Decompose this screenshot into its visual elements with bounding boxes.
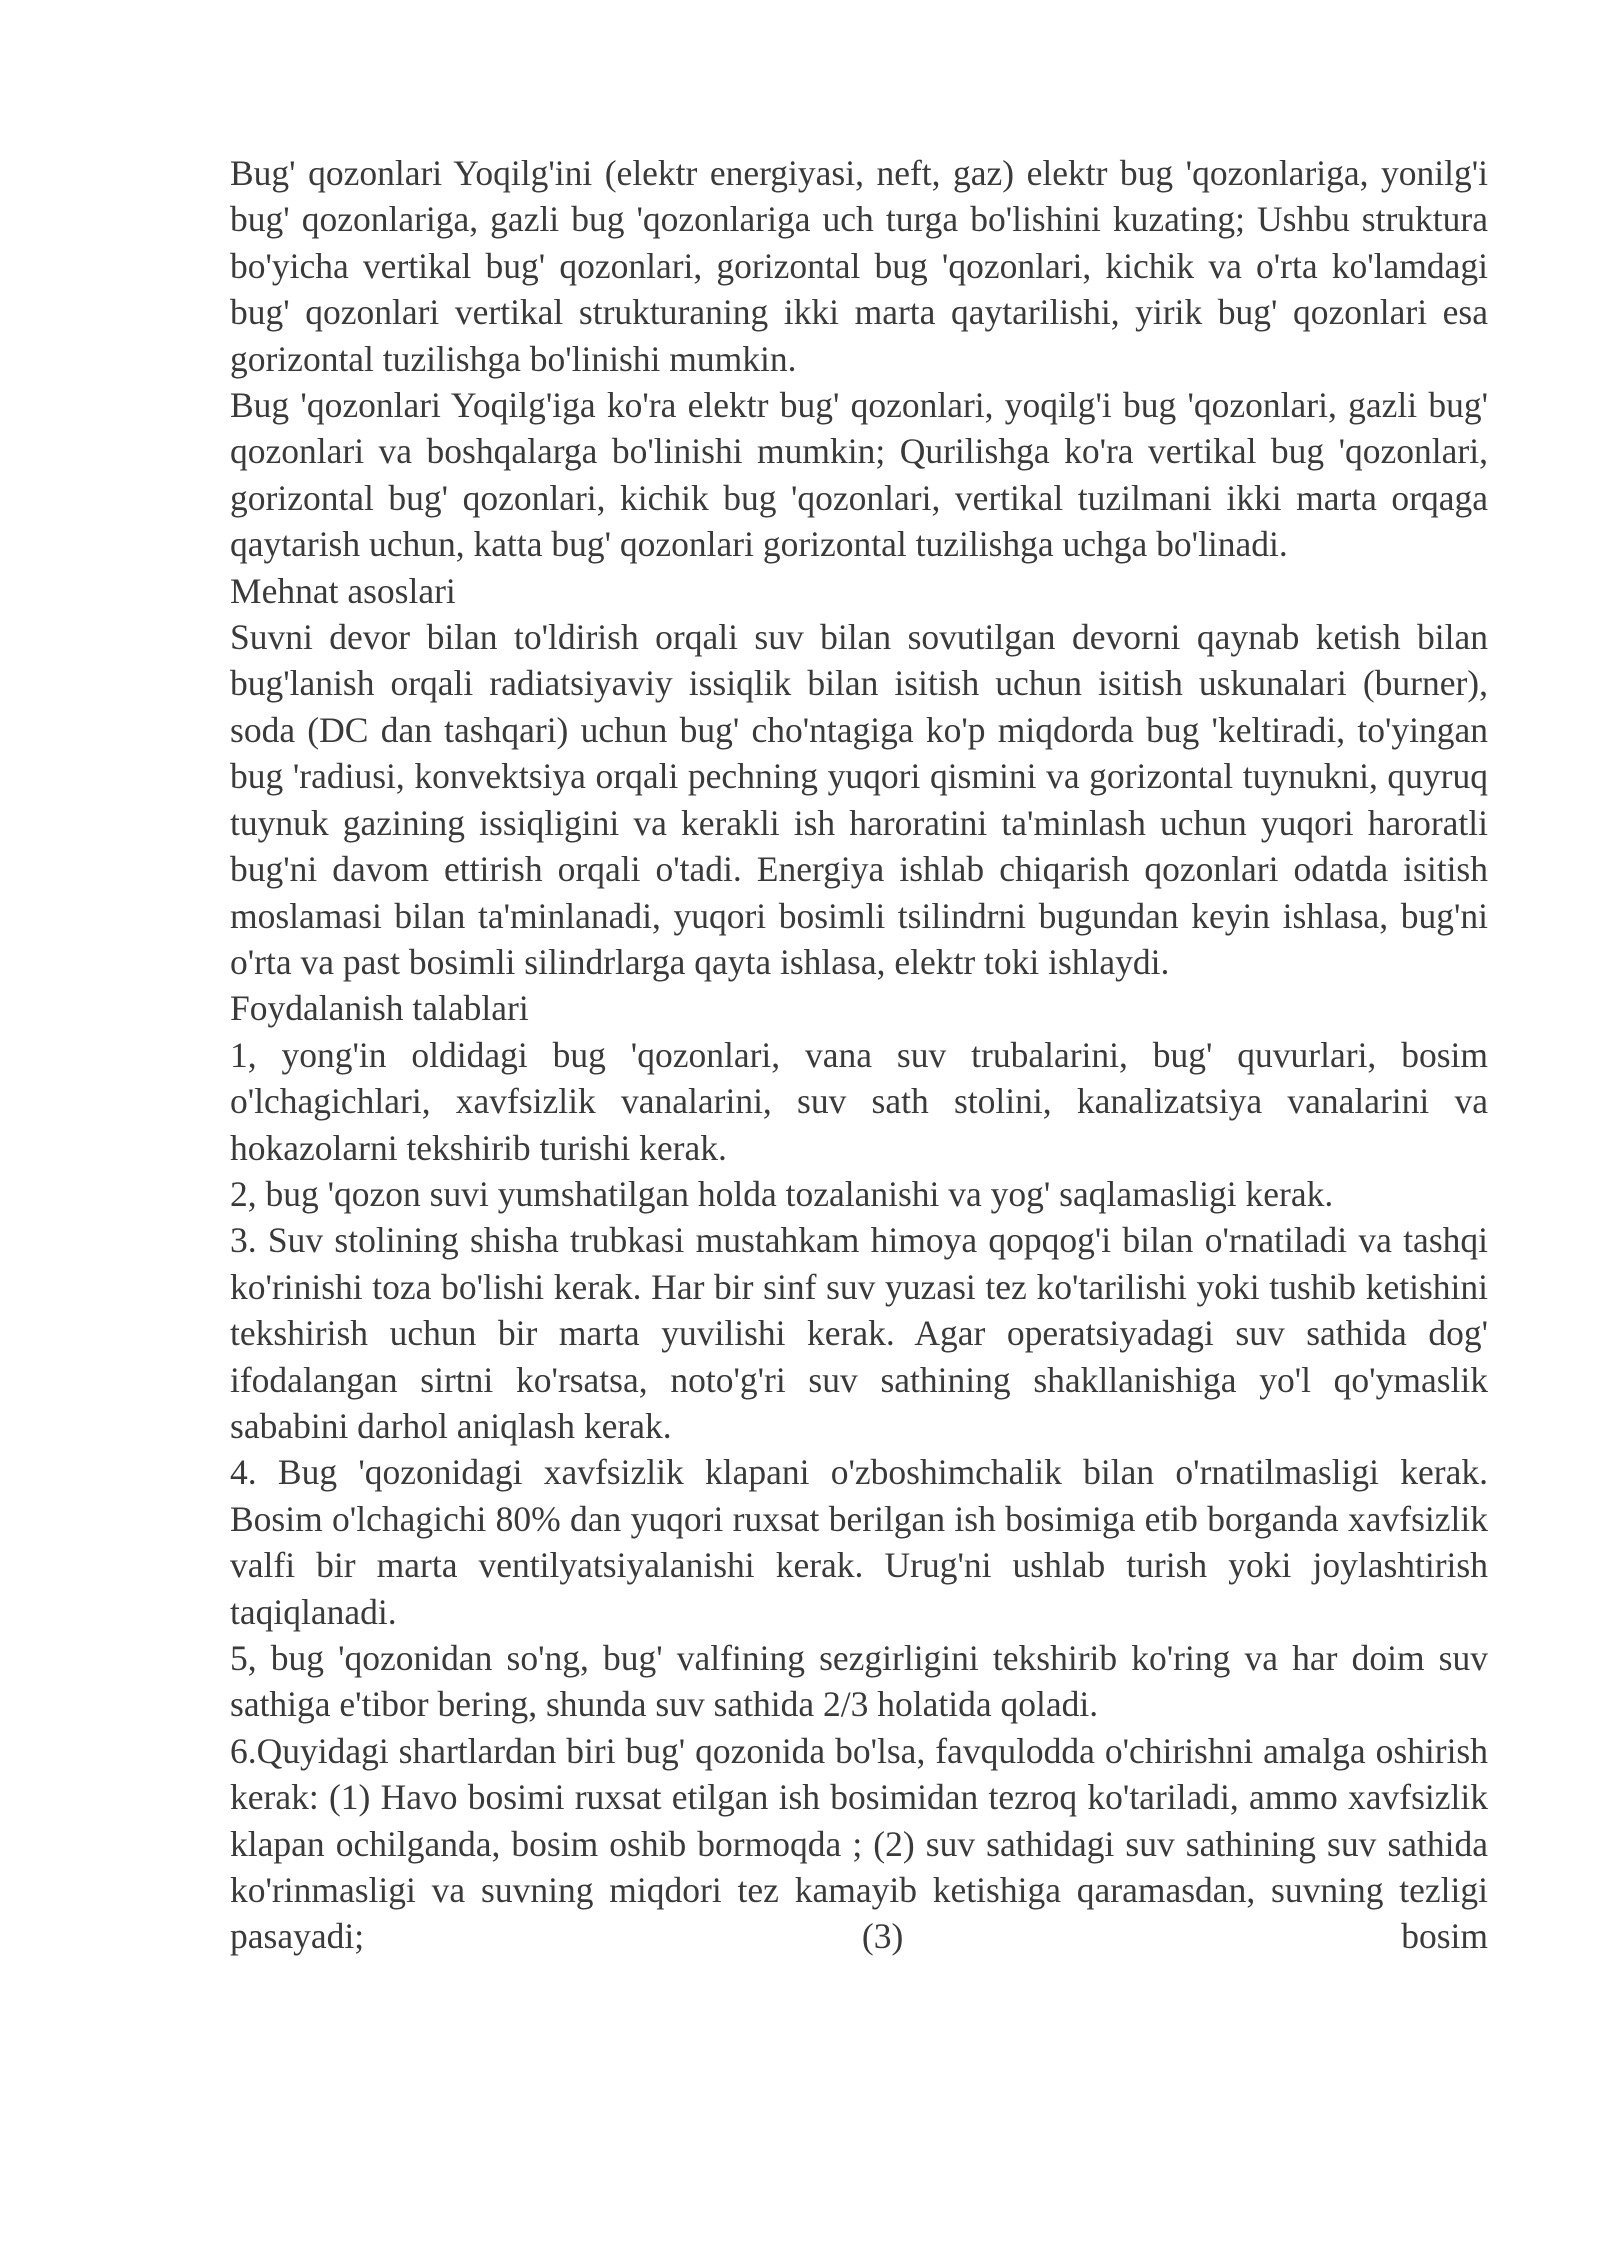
heading-work-principles: Mehnat asoslari [230, 570, 456, 611]
requirement-item-3: 3. Suv stolining shisha trubkasi mustahkam himoya qopqog'i bilan o'rnatiladi va tashqi ko'rinishi toza bo'lishi kerak. Har bir sinf suv yuzasi tez ko'tarilishi yoki tushib ketishini tekshirish uchun bir marta yuvilishi kerak. Agar operatsiyadagi suv sathida dog' ifodalangan sirtni ko'rsatsa, noto'g'ri suv sathining shakllanishiga yo'l qo'ymaslik sababini darhol aniqlash kerak. [230, 1220, 1488, 1446]
requirement-item-4: 4. Bug 'qozonidagi xavfsizlik klapani o'zboshimchalik bilan o'rnatilmasligi kerak. Bosim o'lchagichi 80% dan yuqori ruxsat berilgan ish bosimiga etib borganda xavfsizlik valfi bir marta ventilyatsiyalanishi kerak. Urug'ni ushlab turish yoki joylashtirish taqiqlanadi. [230, 1452, 1488, 1632]
requirement-item-1: 1, yong'in oldidagi bug 'qozonlari, vana suv trubalarini, bug' quvurlari, bosim o'lchagichlari, xavfsizlik vanalarini, suv sath stolini, kanalizatsiya vanalarini va hokazolarni tekshirib turishi kerak. [230, 1034, 1488, 1168]
paragraph-boiler-types: Bug 'qozonlari Yoqilg'iga ko'ra elektr bug' qozonlari, yoqilg'i bug 'qozonlari, gazli bug' qozonlari va boshqalarga bo'linishi mumkin; Qurilishga ko'ra vertikal bug 'qozonlari, gorizontal bug' qozonlari, kichik bug 'qozonlari, vertikal tuzilmani ikki marta orqaga qaytarish uchun, katta bug' qozonlari gorizontal tuzilishga uchga bo'linadi. [230, 385, 1488, 565]
paragraph-boiler-classification: Bug' qozonlari Yoqilg'ini (elektr energiyasi, neft, gaz) elektr bug 'qozonlariga, yonilg'i bug' qozonlariga, gazli bug 'qozonlariga uch turga bo'lishini kuzating; Ushbu struktura bo'yicha vertikal bug' qozonlari, gorizontal bug 'qozonlari, kichik va o'rta ko'lamdagi bug' qozonlari vertikal strukturaning ikki marta qaytarilishi, yirik bug' qozonlari esa gorizontal tuzilishga bo'linishi mumkin. [230, 153, 1488, 379]
requirement-item-6: 6.Quyidagi shartlardan biri bug' qozonida bo'lsa, favqulodda o'chirishni amalga oshirish kerak: (1) Havo bosimi ruxsat etilgan ish bosimidan tezroq ko'tariladi, ammo xavfsizlik klapan ochilganda, bosim oshib bormoqda ; (2) suv sathidagi suv sathining suv sathida ko'rinmasligi va suvning miqdori tez kamayib ketishiga qaramasdan, suvning tezligi pasayadi; (3) bosim [230, 1730, 1488, 1957]
heading-usage-requirements: Foydalanish talablari [230, 988, 529, 1029]
paragraph-work-principles: Suvni devor bilan to'ldirish orqali suv bilan sovutilgan devorni qaynab ketish bilan bug'lanish orqali radiatsiyaviy issiqlik bilan isitish uchun isitish uskunalari (burner), soda (DC dan tashqari) uchun bug' cho'ntagiga ko'p miqdorda bug 'keltiradi, to'yingan bug 'radiusi, konvektsiya orqali pechning yuqori qismini va gorizontal tuynukni, quyruq tuynuk gazining issiqligini va kerakli ish haroratini ta'minlash uchun yuqori haroratli bug'ni davom ettirish orqali o'tadi. Energiya ishlab chiqarish qozonlari odatda isitish moslamasi bilan ta'minlanadi, yuqori bosimli tsilindrni bugundan keyin ishlasa, bug'ni o'rta va past bosimli silindrlarga qayta ishlasa, elektr toki ishlaydi. [230, 617, 1488, 982]
document-page [230, 150, 1488, 1960]
requirement-item-2: 2, bug 'qozon suvi yumshatilgan holda tozalanishi va yog' saqlamasligi kerak. [230, 1173, 1334, 1214]
requirement-item-5: 5, bug 'qozonidan so'ng, bug' valfining sezgirligini tekshirib ko'ring va har doim suv sathiga e'tibor bering, shunda suv sathida 2/3 holatida qoladi. [230, 1638, 1488, 1725]
